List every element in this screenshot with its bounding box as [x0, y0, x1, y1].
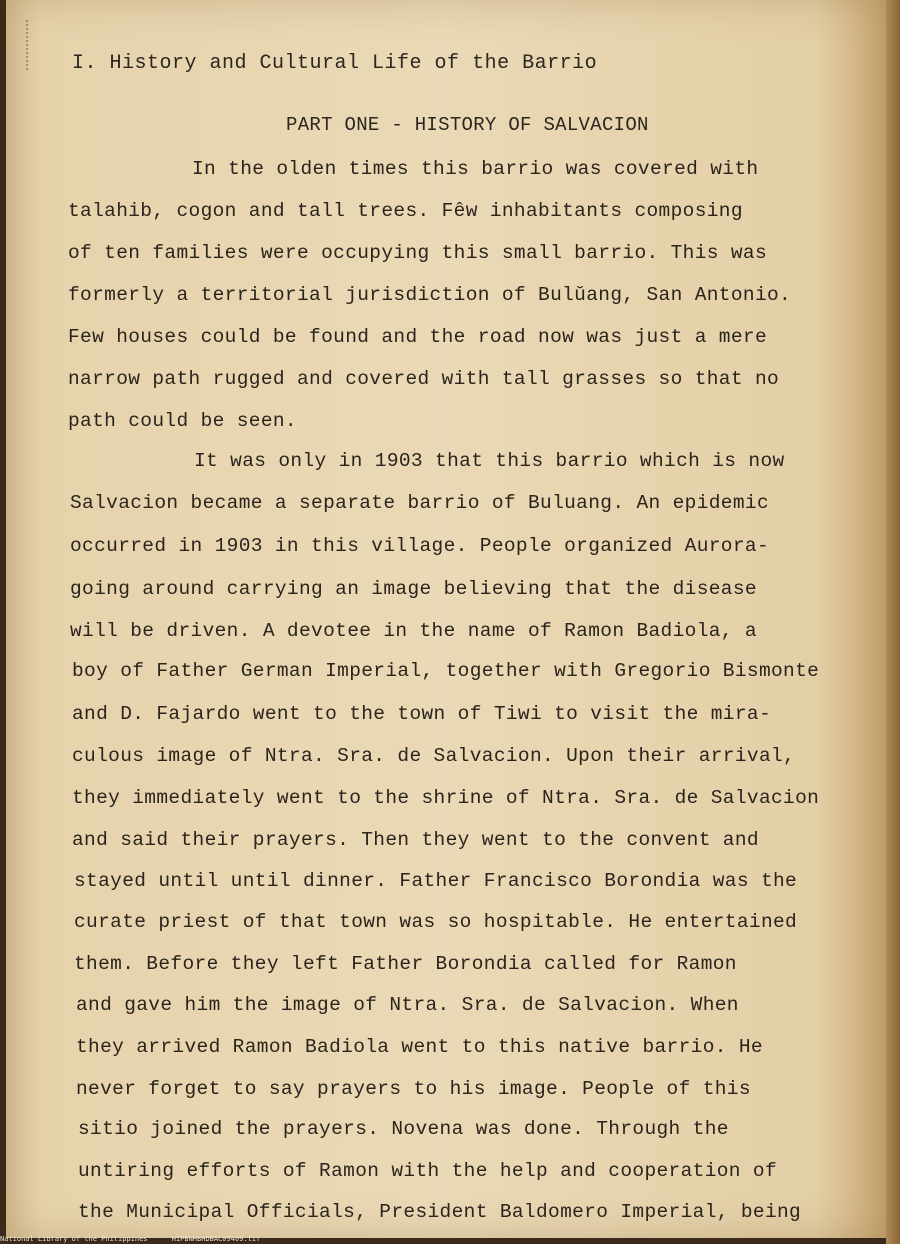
text-line: It was only in 1903 that this barrio which is now: [194, 450, 785, 472]
text-line: Few houses could be found and the road now was just a mere: [68, 326, 768, 348]
text-line: sitio joined the prayers. Novena was done. Through the: [78, 1118, 729, 1140]
text-line: stayed until until dinner. Father Francisco Borondia was the: [74, 870, 798, 892]
scan-footer: [0, 1234, 900, 1244]
text-line: of ten families were occupying this small barrio. This was: [68, 242, 768, 264]
margin-marks: [26, 20, 34, 70]
text-line: untiring efforts of Ramon with the help and cooperation of: [78, 1160, 778, 1182]
text-line: they immediately went to the shrine of Ntra. Sra. de Salvacion: [72, 787, 820, 809]
text-line: formerly a territorial jurisdiction of Bulŭang, San Antonio.: [68, 284, 792, 306]
text-line: and said their prayers. Then they went to the convent and: [72, 829, 759, 851]
text-line: narrow path rugged and covered with tall grasses so that no: [68, 368, 780, 390]
document-page: [6, 0, 886, 1238]
text-line: they arrived Ramon Badiola went to this native barrio. He: [76, 1036, 763, 1058]
page-edge: [886, 0, 900, 1244]
text-line: occurred in 1903 in this village. People organized Aurora-: [70, 535, 770, 557]
text-line: and D. Fajardo went to the town of Tiwi to visit the mira-: [72, 703, 772, 725]
text-line: In the olden times this barrio was covered with: [192, 158, 759, 180]
text-line: never forget to say prayers to his image. People of this: [76, 1078, 751, 1100]
section-heading: I. History and Cultural Life of the Barrio: [72, 52, 598, 75]
text-line: the Municipal Officials, President Baldomero Imperial, being: [78, 1201, 802, 1223]
text-line: them. Before they left Father Borondia called for Ramon: [74, 953, 737, 975]
text-line: and gave him the image of Ntra. Sra. de Salvacion. When: [76, 994, 739, 1016]
file-name: HIPBNHBHDBAC09409.tif: [171, 1235, 261, 1243]
text-line: culous image of Ntra. Sra. de Salvacion. Upon their arrival,: [72, 745, 796, 767]
text-line: curate priest of that town was so hospitable. He entertained: [74, 911, 798, 933]
library-credit: National Library of the Philippines: [0, 1235, 148, 1243]
text-line: Salvacion became a separate barrio of Buluang. An epidemic: [70, 492, 770, 514]
text-line: path could be seen.: [68, 410, 297, 432]
text-line: going around carrying an image believing that the disease: [70, 578, 757, 600]
text-line: will be driven. A devotee in the name of Ramon Badiola, a: [70, 620, 757, 642]
part-heading: PART ONE - HISTORY OF SALVACION: [286, 114, 649, 136]
text-line: talahib, cogon and tall trees. Fêw inhabitants composing: [68, 200, 743, 222]
text-line: boy of Father German Imperial, together with Gregorio Bismonte: [72, 660, 820, 682]
